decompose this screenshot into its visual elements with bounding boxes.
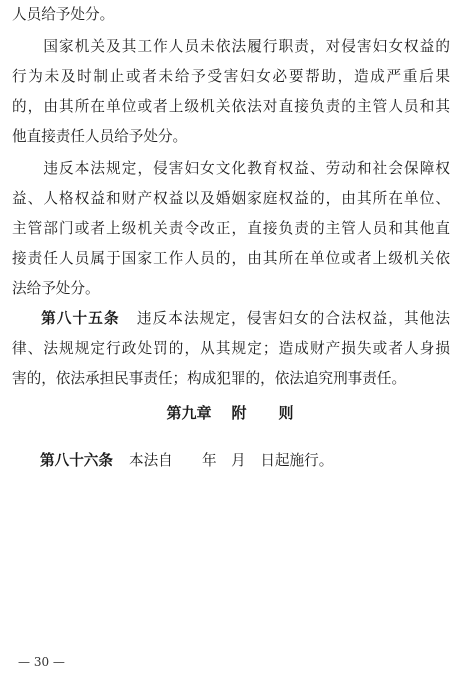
article-text: 违反本法规定，侵害妇女的合法权益，其他法 xyxy=(135,310,450,327)
paragraph-line xyxy=(12,308,450,330)
paragraph-line: 益、人格权益和财产权益以及婚姻家庭权益的，由其所在单位、 xyxy=(12,190,450,207)
paragraph-line: 的，由其所在单位或者上级机关依法对直接负责的主管人员和其 xyxy=(12,98,450,115)
paragraph-line: 人员给予处分。 xyxy=(12,6,115,23)
article-text: 本法自 年 月 日起施行。 xyxy=(128,452,334,469)
chapter-title-1: 附 xyxy=(231,404,247,422)
paragraph-line: 法给予处分。 xyxy=(12,280,100,297)
paragraph-line: 接责任人员属于国家工作人员的，由其所在单位或者上级机关依 xyxy=(12,250,450,267)
paragraph-line: 主管部门或者上级机关责令改正，直接负责的主管人员和其他直 xyxy=(12,220,450,237)
paragraph-line: 国家机关及其工作人员未依法履行职责，对侵害妇女权益的 xyxy=(12,38,450,55)
article-label: 第八十五条 xyxy=(40,310,120,327)
page-number: — 30 — xyxy=(18,655,65,669)
paragraph-line: 他直接责任人员给予处分。 xyxy=(12,128,188,145)
paragraph-line: 害的，依法承担民事责任；构成犯罪的，依法追究刑事责任。 xyxy=(12,370,407,387)
paragraph-line: 律、法规规定行政处罚的，从其规定；造成财产损失或者人身损 xyxy=(12,340,450,357)
paragraph-line xyxy=(12,450,450,472)
paragraph-line: 违反本法规定，侵害妇女文化教育权益、劳动和社会保障权 xyxy=(12,160,450,177)
article-label: 第八十六条 xyxy=(40,452,113,469)
chapter-heading xyxy=(0,402,460,424)
chapter-title-2: 则 xyxy=(278,404,294,422)
chapter-number: 第九章 xyxy=(166,404,212,422)
paragraph-line: 行为未及时制止或者未给予受害妇女必要帮助，造成严重后果 xyxy=(12,68,450,85)
